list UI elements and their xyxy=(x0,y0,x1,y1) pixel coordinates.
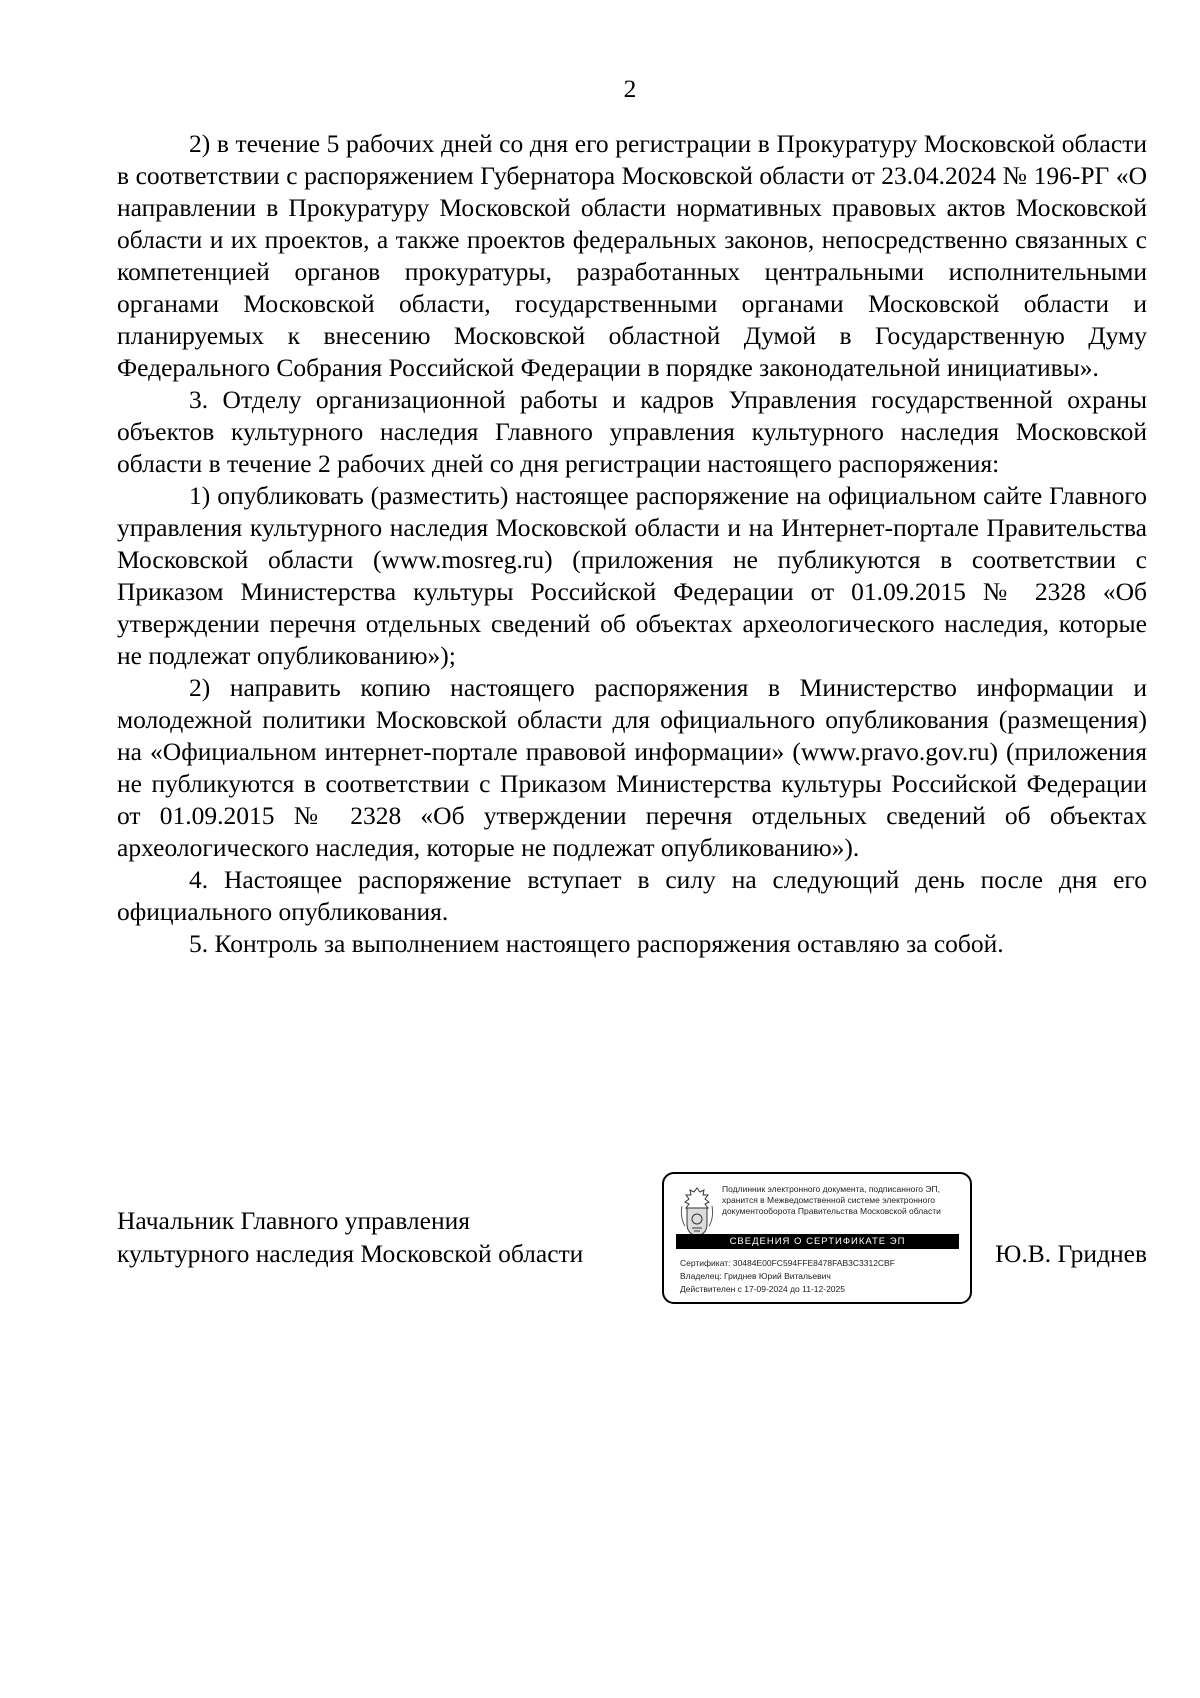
signer-title-line-2: культурного наследия Московской области xyxy=(117,1239,584,1268)
document-body xyxy=(117,128,1147,960)
stamp-validity: Действителен с 17-09-2024 до 11-12-2025 xyxy=(680,1284,845,1294)
page-number: 2 xyxy=(623,74,637,103)
stamp-notice: Подлинник электронного документа, подписанного ЭП, хранится в Межведомственной системе электронного документооборота Правительства Московской области xyxy=(722,1184,941,1216)
paragraph-point-5: 5. Контроль за выполнением настоящего распоряжения оставляю за собой. xyxy=(189,929,1004,958)
paragraph-item-2-prosecutor: 2) в течение 5 рабочих дней со дня его регистрации в Прокуратуру Московской области в соответствии с распоряжением Губернатора Московской области от 23.04.2024 № 196-РГ «О направлении в Прокуратуру Московской области нормативных правовых актов Московской области и их проектов, а также проектов федеральных законов, непосредственно связанных с компетенцией органов прокуратуры, разработанных центральными исполнительными органами Московской области, государственными органами Московской области и планируемых к внесению Московской областной Думой в Государственную Думу Федерального Собрания Российской Федерации в порядке законодательной инициативы». xyxy=(117,129,1147,382)
paragraph-point-3: 3. Отделу организационной работы и кадров Управления государственной охраны объектов культурного наследия Главного управления культурного наследия Московской области в течение 2 рабочих дней со дня регистрации настоящего распоряжения: xyxy=(117,385,1147,478)
signer-title xyxy=(117,1204,657,1270)
signer-name: Ю.В. Гриднев xyxy=(995,1239,1147,1268)
coat-of-arms-icon xyxy=(678,1186,716,1238)
stamp-owner: Владелец: Гриднев Юрий Витальевич xyxy=(680,1271,831,1281)
paragraph-item-1-publish: 1) опубликовать (разместить) настоящее распоряжение на официальном сайте Главного управления культурного наследия Московской области и на Интернет-портале Правительства Московской области (www.mosreg.ru) (приложения не публикуются в соответствии с Приказом Министерства культуры Российской Федерации от 01.09.2015 № 2328 «Об утверждении перечня отдельных сведений об объектах археологического наследия, которые не подлежат опубликованию»); xyxy=(117,481,1147,670)
electronic-signature-stamp xyxy=(662,1172,972,1304)
stamp-header: СВЕДЕНИЯ О СЕРТИФИКАТЕ ЭП xyxy=(676,1234,959,1249)
signature-block xyxy=(117,1172,1147,1322)
signer-title-line-1: Начальник Главного управления xyxy=(117,1206,470,1235)
stamp-details xyxy=(680,1257,965,1296)
paragraph-point-4: 4. Настоящее распоряжение вступает в силу на следующий день после дня его официального опубликования. xyxy=(117,865,1147,926)
paragraph-item-2-send-copy: 2) направить копию настоящего распоряжения в Министерство информации и молодежной политики Московской области для официального опубликования (размещения) на «Официальном интернет-портале правовой информации» (www.pravo.gov.ru) (приложения не публикуются в соответствии с Приказом Министерства культуры Российской Федерации от 01.09.2015 № 2328 «Об утверждении перечня отдельных сведений об объектах археологического наследия, которые не подлежат опубликованию»). xyxy=(117,673,1147,862)
stamp-certificate: Сертификат: 30484E00FC594FFE8478FAB3C3312CBF xyxy=(680,1258,895,1268)
